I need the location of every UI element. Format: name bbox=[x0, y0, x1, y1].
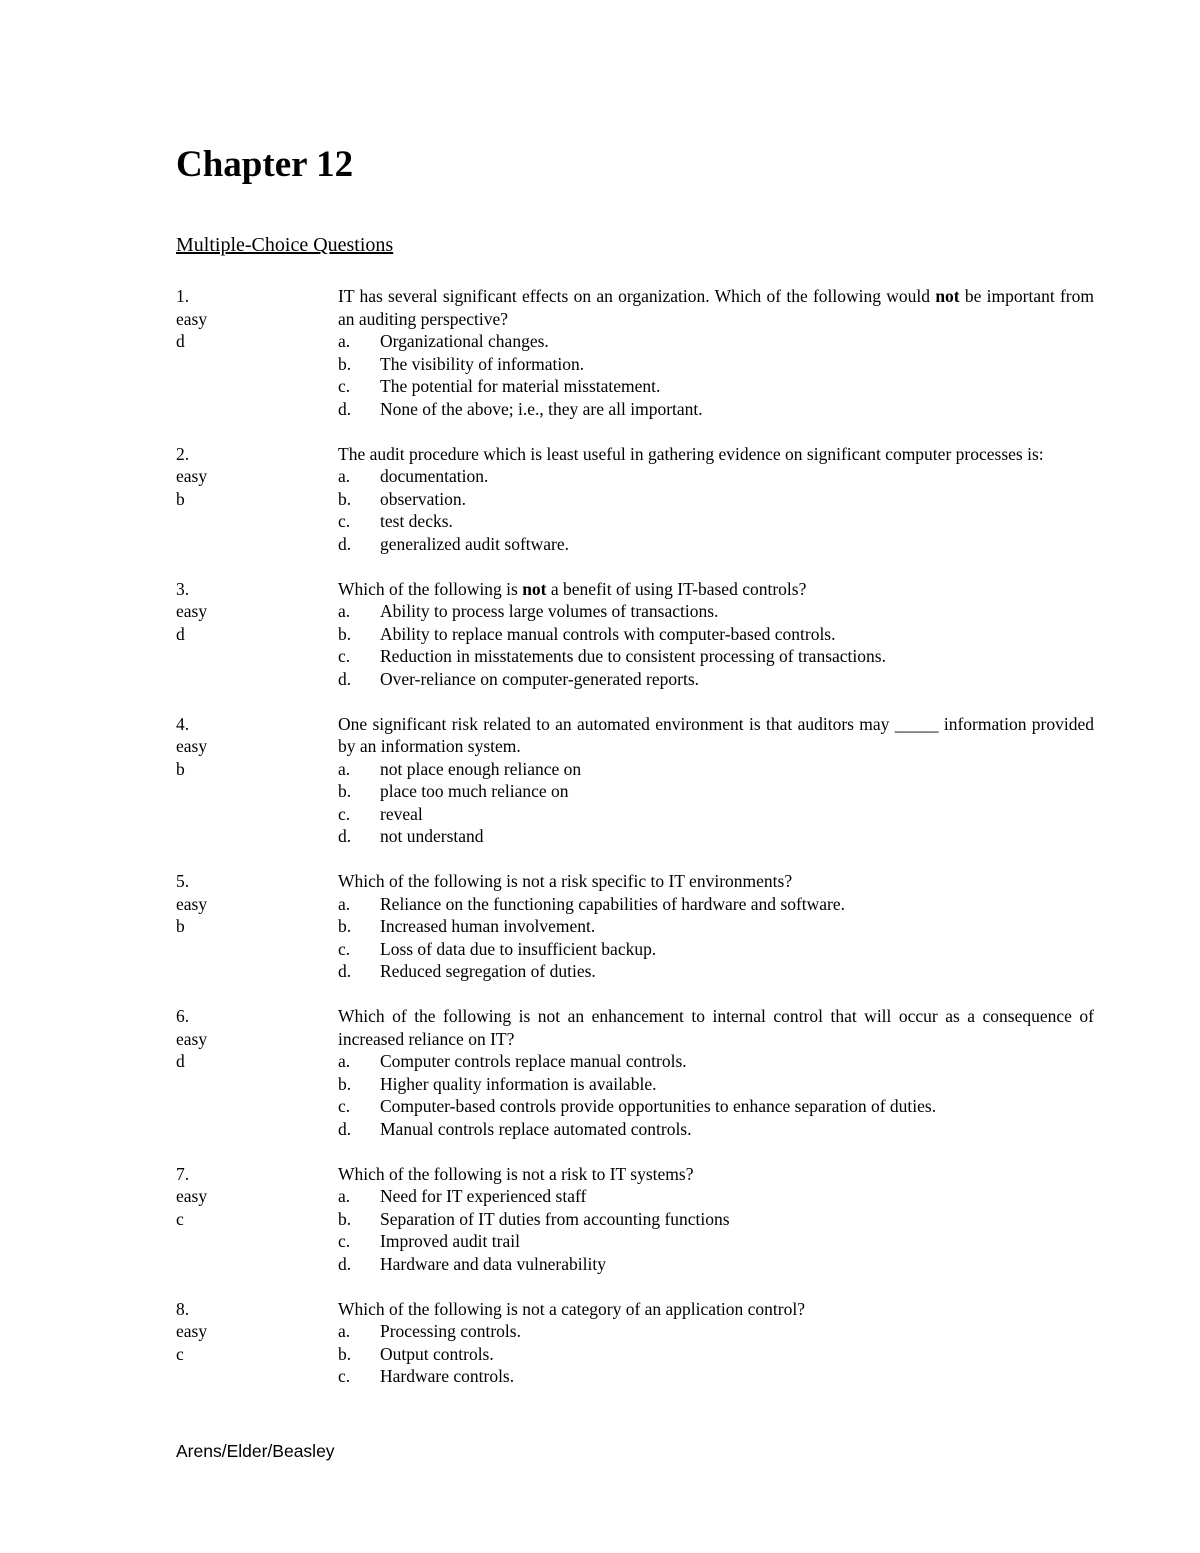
option-letter: a. bbox=[338, 1321, 351, 1341]
question-meta bbox=[176, 285, 338, 420]
option-letter: b. bbox=[338, 916, 352, 936]
answer-option bbox=[338, 1365, 1094, 1388]
question-stem bbox=[338, 443, 1094, 466]
option-letter: b. bbox=[338, 623, 352, 644]
question-number: 4. bbox=[176, 713, 190, 734]
answer-option bbox=[338, 960, 1094, 983]
option-letter: c. bbox=[338, 1231, 351, 1251]
answer-option bbox=[338, 1118, 1094, 1141]
question-number: 7. bbox=[176, 1163, 190, 1184]
answer-option bbox=[338, 1253, 1094, 1276]
option-text: generalized audit software. bbox=[380, 533, 570, 554]
option-text: Improved audit trail bbox=[380, 1231, 520, 1251]
question-meta bbox=[176, 578, 338, 691]
answer-option bbox=[338, 398, 1094, 421]
answer-options bbox=[338, 330, 1094, 420]
question-answer: c bbox=[176, 1208, 184, 1229]
question-answer: d bbox=[176, 1051, 185, 1071]
option-letter: d. bbox=[338, 961, 352, 981]
answer-option bbox=[338, 758, 1094, 781]
answer-option bbox=[338, 780, 1094, 803]
question-meta bbox=[176, 1298, 338, 1388]
option-letter: b. bbox=[338, 488, 352, 509]
answer-option bbox=[338, 375, 1094, 398]
option-letter: d. bbox=[338, 533, 352, 554]
option-letter: c. bbox=[338, 803, 351, 824]
stem-text: be important from an auditing perspective? bbox=[338, 286, 1094, 329]
section-title: Multiple-Choice Questions bbox=[176, 234, 394, 256]
question-answer: c bbox=[176, 1343, 184, 1364]
stem-text: a benefit of using IT-based controls? bbox=[546, 578, 807, 599]
question-stem bbox=[338, 1298, 1094, 1321]
option-letter: d. bbox=[338, 1253, 352, 1274]
stem-text: Which of the following is not a category of an application control? bbox=[338, 1298, 806, 1319]
answer-option bbox=[338, 1073, 1094, 1096]
question-answer: d bbox=[176, 331, 185, 351]
answer-option bbox=[338, 1320, 1094, 1343]
question-difficulty: easy bbox=[176, 1028, 208, 1049]
question-content bbox=[338, 285, 1094, 420]
question-difficulty: easy bbox=[176, 893, 208, 914]
question-content bbox=[338, 1005, 1094, 1140]
option-text: Hardware and data vulnerability bbox=[380, 1253, 606, 1274]
option-text: not understand bbox=[380, 826, 484, 846]
option-text: Ability to process large volumes of transactions. bbox=[380, 601, 719, 621]
option-letter: a. bbox=[338, 601, 351, 621]
question-stem bbox=[338, 578, 1094, 601]
question-item bbox=[176, 1005, 1094, 1140]
stem-emphasis: not bbox=[935, 286, 960, 306]
question-difficulty: easy bbox=[176, 1321, 208, 1341]
stem-text: Which of the following is bbox=[338, 578, 523, 599]
option-letter: c. bbox=[338, 938, 351, 959]
option-text: Computer controls replace manual controls. bbox=[380, 1051, 687, 1071]
question-meta bbox=[176, 870, 338, 983]
answer-option bbox=[338, 825, 1094, 848]
option-letter: d. bbox=[338, 398, 352, 419]
option-letter: c. bbox=[338, 376, 351, 396]
answer-option bbox=[338, 465, 1094, 488]
answer-option bbox=[338, 600, 1094, 623]
question-content bbox=[338, 443, 1094, 556]
option-letter: a. bbox=[338, 1051, 351, 1071]
option-letter: a. bbox=[338, 466, 351, 486]
question-item bbox=[176, 713, 1094, 848]
question-item bbox=[176, 870, 1094, 983]
answer-option bbox=[338, 488, 1094, 511]
option-text: observation. bbox=[380, 488, 467, 509]
answer-option bbox=[338, 915, 1094, 938]
question-content bbox=[338, 1163, 1094, 1276]
answer-option bbox=[338, 893, 1094, 916]
option-letter: c. bbox=[338, 1366, 351, 1386]
option-letter: b. bbox=[338, 1343, 352, 1364]
stem-text: Which of the following is not a risk specific to IT environments? bbox=[338, 871, 793, 891]
stem-emphasis: not bbox=[522, 578, 547, 599]
option-letter: c. bbox=[338, 1096, 351, 1116]
question-number: 2. bbox=[176, 443, 190, 464]
question-answer: d bbox=[176, 623, 185, 644]
question-content bbox=[338, 578, 1094, 691]
question-item bbox=[176, 1163, 1094, 1276]
stem-text: One significant risk related to an automated environment is that auditors may _____ information provided by an information system. bbox=[338, 713, 1094, 756]
stem-text: IT has several significant effects on an organization. Which of the following would bbox=[338, 286, 936, 306]
option-text: Computer-based controls provide opportunities to enhance separation of duties. bbox=[380, 1096, 937, 1116]
question-list bbox=[176, 285, 1094, 1410]
answer-option bbox=[338, 623, 1094, 646]
question-number: 6. bbox=[176, 1006, 190, 1026]
option-text: test decks. bbox=[380, 511, 453, 531]
question-difficulty: easy bbox=[176, 601, 208, 621]
option-text: Organizational changes. bbox=[380, 331, 549, 351]
stem-text: The audit procedure which is least useful in gathering evidence on significant computer processes is: bbox=[338, 443, 1044, 464]
option-letter: c. bbox=[338, 646, 351, 666]
option-letter: d. bbox=[338, 1118, 352, 1139]
question-difficulty: easy bbox=[176, 466, 208, 486]
answer-options bbox=[338, 893, 1094, 983]
question-number: 3. bbox=[176, 578, 190, 599]
option-text: Over-reliance on computer-generated reports. bbox=[380, 668, 699, 689]
question-stem bbox=[338, 285, 1094, 330]
answer-option bbox=[338, 1095, 1094, 1118]
question-stem bbox=[338, 1163, 1094, 1186]
answer-option bbox=[338, 510, 1094, 533]
question-difficulty: easy bbox=[176, 308, 208, 329]
option-text: The potential for material misstatement. bbox=[380, 376, 661, 396]
question-answer: b bbox=[176, 916, 185, 936]
option-letter: a. bbox=[338, 758, 351, 779]
option-letter: a. bbox=[338, 1186, 351, 1206]
option-text: Processing controls. bbox=[380, 1321, 521, 1341]
answer-options bbox=[338, 1320, 1094, 1388]
option-text: The visibility of information. bbox=[380, 353, 585, 374]
answer-option bbox=[338, 1208, 1094, 1231]
answer-option bbox=[338, 353, 1094, 376]
question-number: 1. bbox=[176, 286, 190, 306]
option-letter: a. bbox=[338, 331, 351, 351]
question-number: 8. bbox=[176, 1298, 190, 1319]
answer-option bbox=[338, 330, 1094, 353]
question-item bbox=[176, 443, 1094, 556]
question-stem bbox=[338, 713, 1094, 758]
question-stem bbox=[338, 1005, 1094, 1050]
answer-option bbox=[338, 1050, 1094, 1073]
answer-option bbox=[338, 533, 1094, 556]
question-content bbox=[338, 870, 1094, 983]
question-content bbox=[338, 713, 1094, 848]
question-item bbox=[176, 1298, 1094, 1388]
option-letter: b. bbox=[338, 1073, 352, 1094]
question-difficulty: easy bbox=[176, 736, 208, 756]
option-letter: b. bbox=[338, 781, 352, 801]
question-meta bbox=[176, 713, 338, 848]
question-item bbox=[176, 578, 1094, 691]
option-text: Manual controls replace automated controls. bbox=[380, 1118, 692, 1139]
option-text: place too much reliance on bbox=[380, 781, 569, 801]
question-stem bbox=[338, 870, 1094, 893]
option-text: Reduction in misstatements due to consistent processing of transactions. bbox=[380, 646, 886, 666]
option-text: Need for IT experienced staff bbox=[380, 1186, 587, 1206]
option-text: None of the above; i.e., they are all important. bbox=[380, 398, 703, 419]
option-text: Loss of data due to insufficient backup. bbox=[380, 938, 657, 959]
option-text: Higher quality information is available. bbox=[380, 1073, 657, 1094]
answer-option bbox=[338, 1343, 1094, 1366]
question-meta bbox=[176, 443, 338, 556]
stem-text: Which of the following is not an enhancement to internal control that will occur as a consequence of increased reliance on IT? bbox=[338, 1006, 1094, 1049]
option-letter: b. bbox=[338, 353, 352, 374]
answer-options bbox=[338, 1050, 1094, 1140]
stem-text: Which of the following is not a risk to IT systems? bbox=[338, 1163, 694, 1184]
option-text: reveal bbox=[380, 803, 423, 824]
option-text: Reduced segregation of duties. bbox=[380, 961, 596, 981]
option-letter: c. bbox=[338, 511, 351, 531]
option-letter: d. bbox=[338, 826, 352, 846]
answer-option bbox=[338, 1230, 1094, 1253]
question-item bbox=[176, 285, 1094, 420]
option-text: Increased human involvement. bbox=[380, 916, 596, 936]
question-answer: b bbox=[176, 758, 185, 779]
option-text: documentation. bbox=[380, 466, 489, 486]
option-letter: d. bbox=[338, 668, 352, 689]
question-answer: b bbox=[176, 488, 185, 509]
option-text: not place enough reliance on bbox=[380, 758, 582, 779]
answer-options bbox=[338, 600, 1094, 690]
answer-option bbox=[338, 645, 1094, 668]
answer-options bbox=[338, 465, 1094, 555]
answer-option bbox=[338, 1185, 1094, 1208]
option-text: Reliance on the functioning capabilities of hardware and software. bbox=[380, 893, 846, 914]
option-text: Hardware controls. bbox=[380, 1366, 515, 1386]
answer-option bbox=[338, 938, 1094, 961]
question-meta bbox=[176, 1163, 338, 1276]
answer-options bbox=[338, 758, 1094, 848]
answer-option bbox=[338, 803, 1094, 826]
question-number: 5. bbox=[176, 871, 190, 891]
option-text: Separation of IT duties from accounting functions bbox=[380, 1208, 730, 1229]
option-text: Output controls. bbox=[380, 1343, 494, 1364]
question-difficulty: easy bbox=[176, 1186, 208, 1206]
answer-options bbox=[338, 1185, 1094, 1275]
chapter-title: Chapter 12 bbox=[176, 144, 354, 185]
option-letter: b. bbox=[338, 1208, 352, 1229]
question-content bbox=[338, 1298, 1094, 1388]
question-meta bbox=[176, 1005, 338, 1140]
answer-option bbox=[338, 668, 1094, 691]
option-letter: a. bbox=[338, 893, 351, 914]
footer-authors: Arens/Elder/Beasley bbox=[176, 1441, 335, 1461]
option-text: Ability to replace manual controls with computer-based controls. bbox=[380, 623, 836, 644]
